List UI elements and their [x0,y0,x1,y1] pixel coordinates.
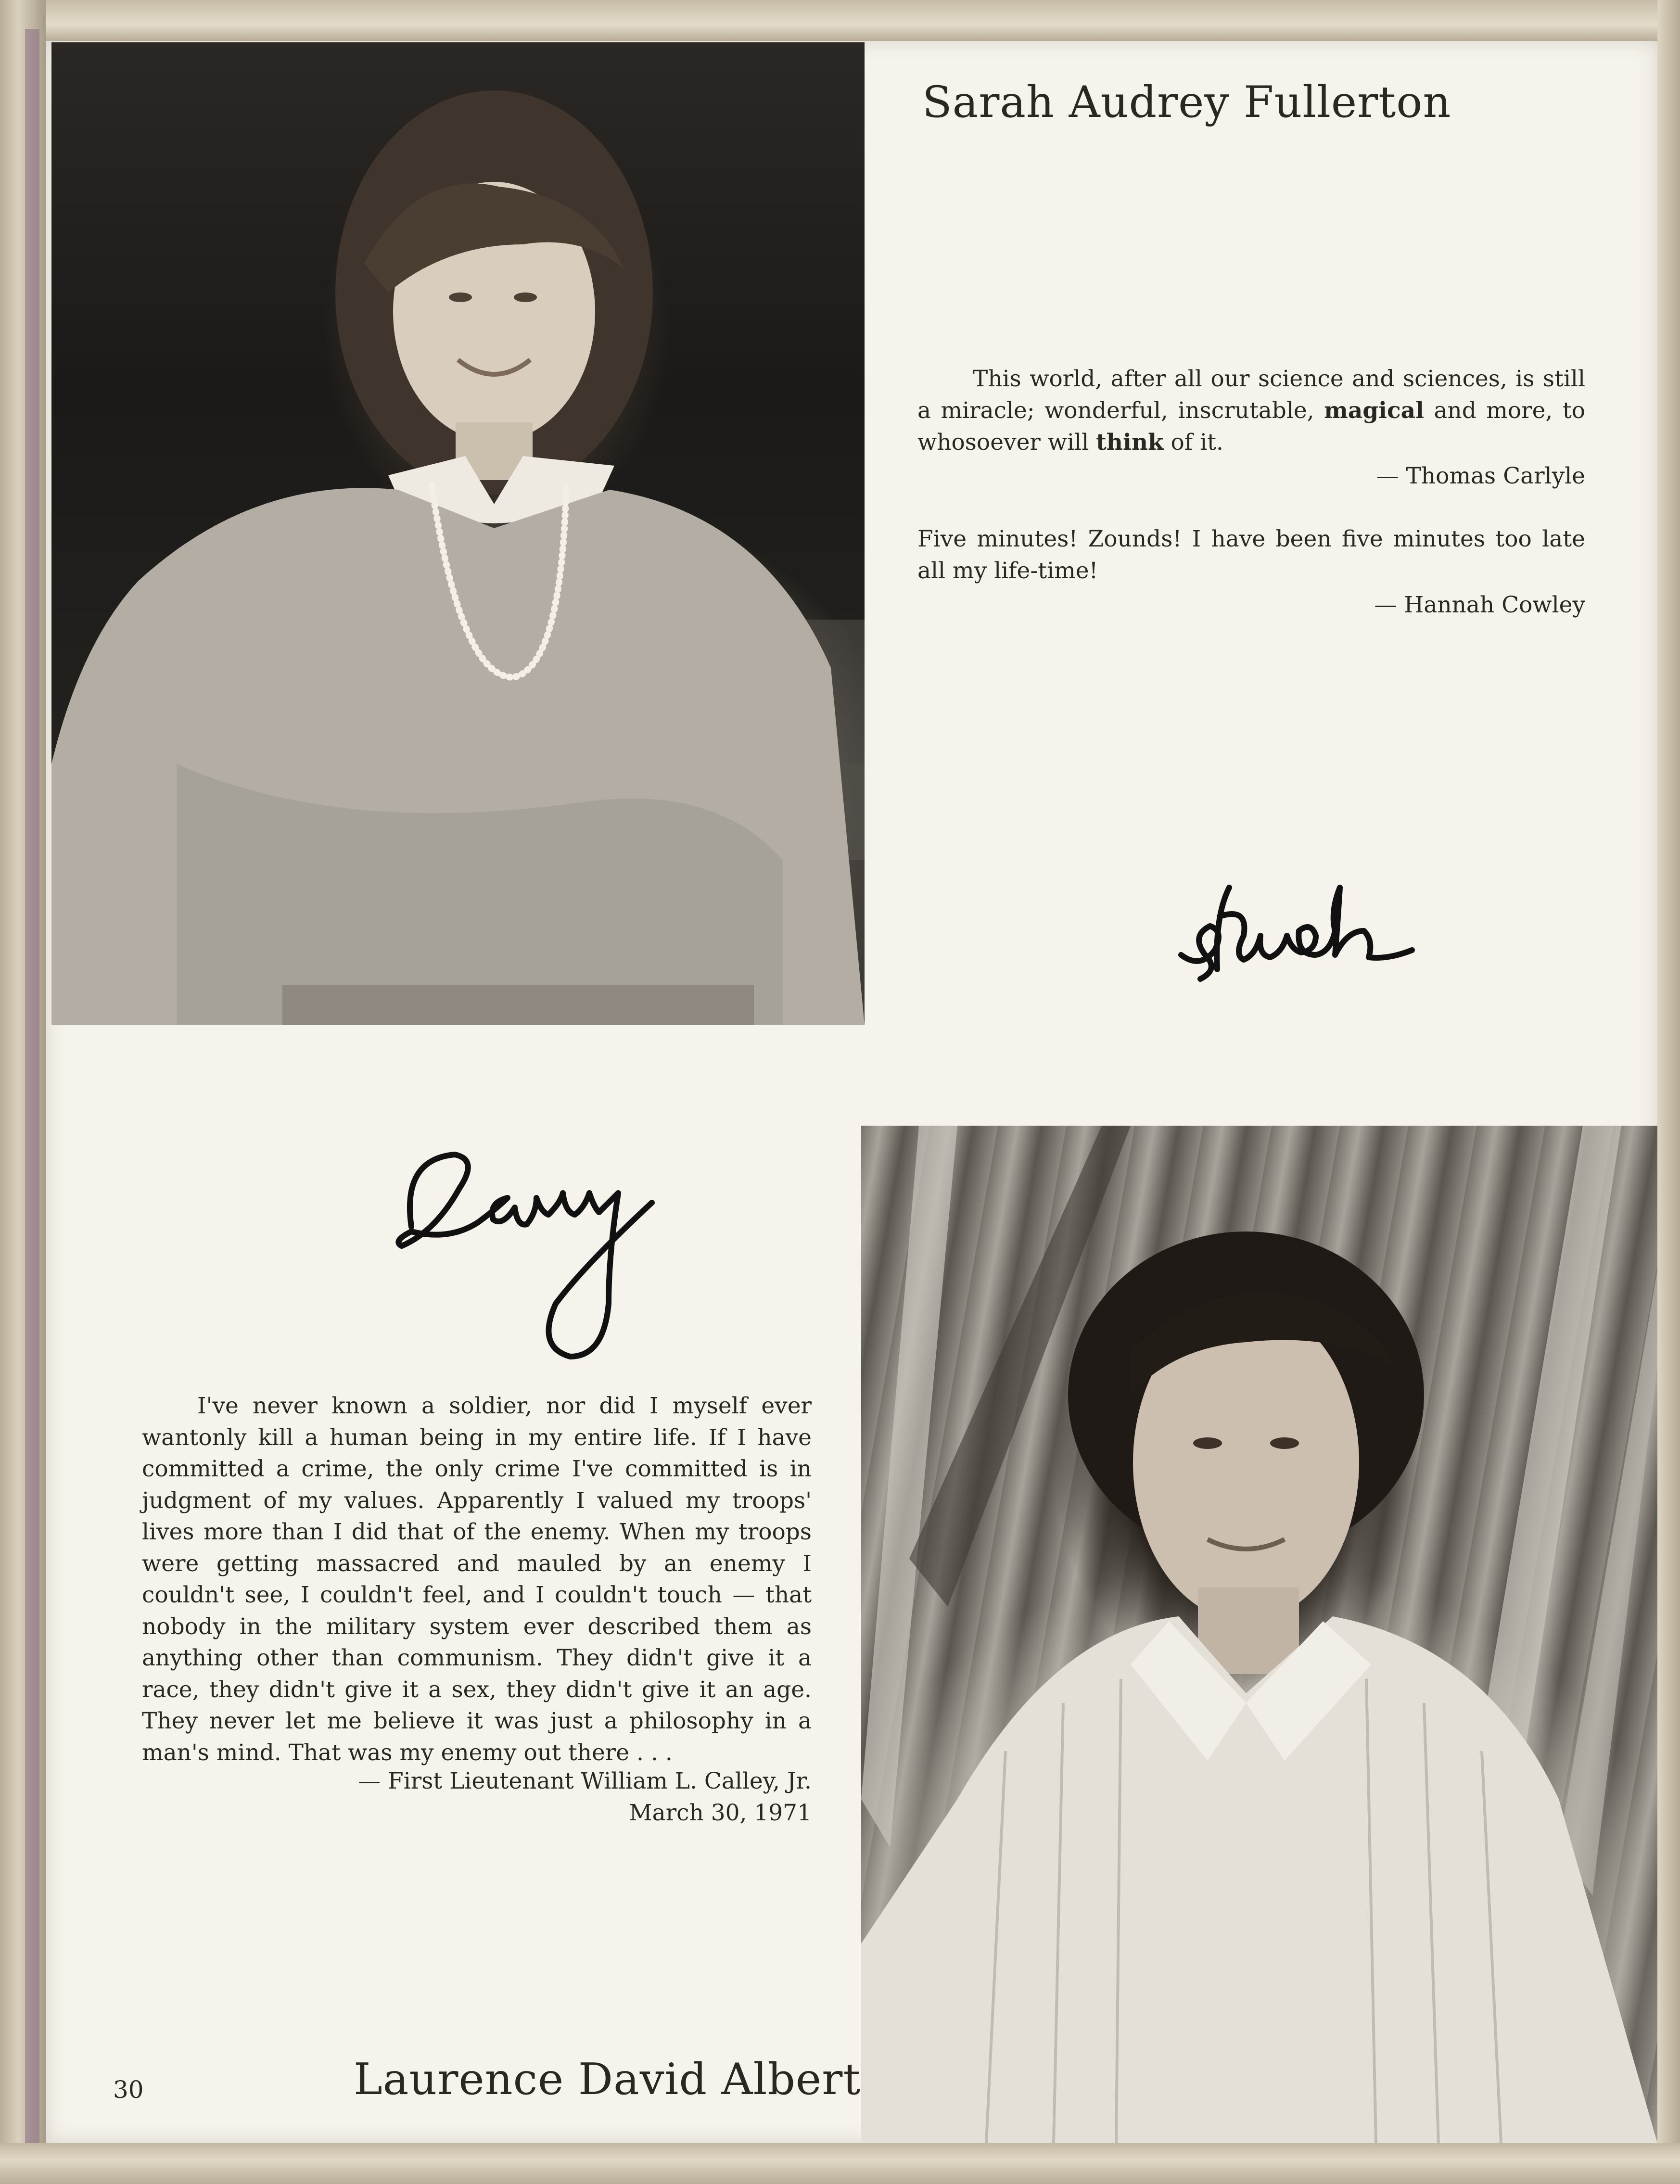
sarah-name-heading: Sarah Audrey Fullerton [922,77,1451,127]
calley-quote-text: I've never known a soldier, nor did I myself ever wantonly kill a human being in my entire life. If I have committed a crime, the only crime I've committed is in judgment of my values. Apparently I valued my troops' lives more than I did that of the enemy. When my troops were getting massacred and mauled by an enemy I couldn't see, I couldn't feel, and I couldn't touch — that nobody in the military system ever described them as anything other than communism. They didn't give it a race, they didn't give it a sex, they didn't give it an age. They never let me believe it was just a philosophy in a man's mind. That was my enemy out there . . . [142,1393,812,1766]
carlyle-quote [917,363,1585,458]
cowley-attribution: — Hannah Cowley [1374,592,1585,618]
carlyle-quote-bold-magical: magical [1324,397,1424,424]
binding-stripe [25,29,39,2155]
laurence-portrait-illustration [861,1126,1657,2143]
book-binding-left [0,0,46,2184]
page-number: 30 [113,2076,144,2104]
cowley-quote: Five minutes! Zounds! I have been five minutes too late all my life-time! [917,526,1585,584]
sarah-signature [1171,859,1422,984]
carlyle-quote-part: and more, to whosoever will [917,397,1586,456]
sarah-portrait-photo [51,42,865,1025]
larry-signature [382,1130,671,1371]
laurence-portrait-photo [861,1126,1657,2143]
carlyle-quote-part: This world, after all our science and sciences, is still a miracle; wonderful, inscrutable, [917,366,1585,424]
calley-date: March 30, 1971 [629,1800,812,1826]
sarah-portrait-illustration [51,42,865,1025]
carlyle-quote-part: of it. [1163,429,1223,456]
calley-quote [142,1390,812,1768]
carlyle-quote-bold-think: think [1096,429,1164,456]
calley-attribution: — First Lieutenant William L. Calley, Jr. [358,1768,812,1794]
carlyle-attribution: — Thomas Carlyle [1376,463,1585,489]
book-binding-top [0,0,1680,41]
book-binding-right [1657,0,1680,2184]
yearbook-page [46,41,1657,2143]
laurence-name-heading: Laurence David Albert [354,2054,861,2105]
book-binding-bottom [0,2143,1680,2184]
